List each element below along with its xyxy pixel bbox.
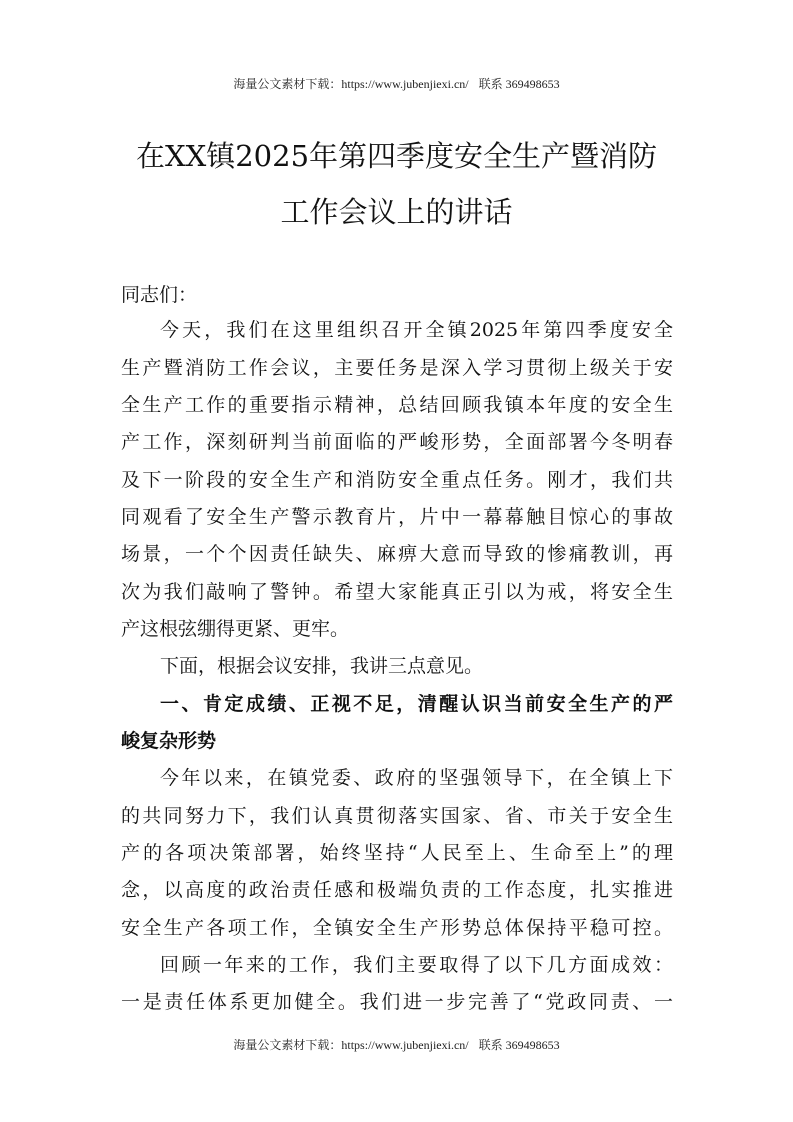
body-line: 及下一阶段的安全生产和消防安全重点任务。刚才，我们共 <box>121 469 673 491</box>
header-label: 海量公文素材下载： <box>233 77 342 91</box>
header-contact-number: 369498653 <box>505 77 560 91</box>
body-line: 场景，一个个因责任缺失、麻痹大意而导致的惨痛教训，再 <box>121 543 673 565</box>
body-line: 产这根弦绷得更紧、更牢。 <box>121 618 350 640</box>
body-line: 产的各项决策部署，始终坚持“人民至上、生命至上”的理 <box>121 842 673 864</box>
body-line: 同观看了安全生产警示教育片，片中一幕幕触目惊心的事故 <box>121 506 673 528</box>
page-title-line-1: 在XX镇2025年第四季度安全生产暨消防 <box>135 139 658 173</box>
body-line: 安全生产各项工作，全镇安全生产形势总体保持平稳可控。 <box>121 917 673 939</box>
body-line: 一是责任体系更加健全。我们进一步完善了“党政同责、一 <box>121 991 673 1013</box>
body-line: 生产暨消防工作会议，主要任务是深入学习贯彻上级关于安 <box>121 357 673 379</box>
body-line: 念，以高度的政治责任感和极端负责的工作态度，扎实推进 <box>121 879 673 901</box>
salutation: 同志们： <box>121 284 198 306</box>
body-line: 今年以来，在镇党委、政府的坚强领导下，在全镇上下 <box>160 767 673 789</box>
header-contact-label: 联系 <box>478 77 503 91</box>
body-line: 全生产工作的重要指示精神，总结回顾我镇本年度的安全生 <box>121 394 673 416</box>
body-line: 下面，根据会议安排，我讲三点意见。 <box>160 655 484 677</box>
body-line: 回顾一年来的工作，我们主要取得了以下几方面成效： <box>160 954 673 976</box>
footer-label: 海量公文素材下载： <box>233 1038 342 1052</box>
footer-contact-label: 联系 <box>478 1038 503 1052</box>
section-heading-1-cont: 峻复杂形势 <box>121 730 217 752</box>
body-line: 次为我们敲响了警钟。希望大家能真正引以为戒，将安全生 <box>121 581 673 603</box>
page-footer <box>0 1036 793 1053</box>
body-line: 今天，我们在这里组织召开全镇2025年第四季度安全 <box>160 319 673 341</box>
header-url[interactable]: https://www.jubenjiexi.cn/ <box>341 77 469 91</box>
body-line: 产工作，深刻研判当前面临的严峻形势，全面部署今冬明春 <box>121 431 673 453</box>
body-line: 的共同努力下，我们认真贯彻落实国家、省、市关于安全生 <box>121 805 673 827</box>
page-header <box>0 75 793 92</box>
footer-url[interactable]: https://www.jubenjiexi.cn/ <box>341 1038 469 1052</box>
section-heading-1: 一、肯定成绩、正视不足，清醒认识当前安全生产的严 <box>160 693 673 715</box>
page-title-line-2: 工作会议上的讲话 <box>280 195 513 229</box>
footer-contact-number: 369498653 <box>505 1038 560 1052</box>
